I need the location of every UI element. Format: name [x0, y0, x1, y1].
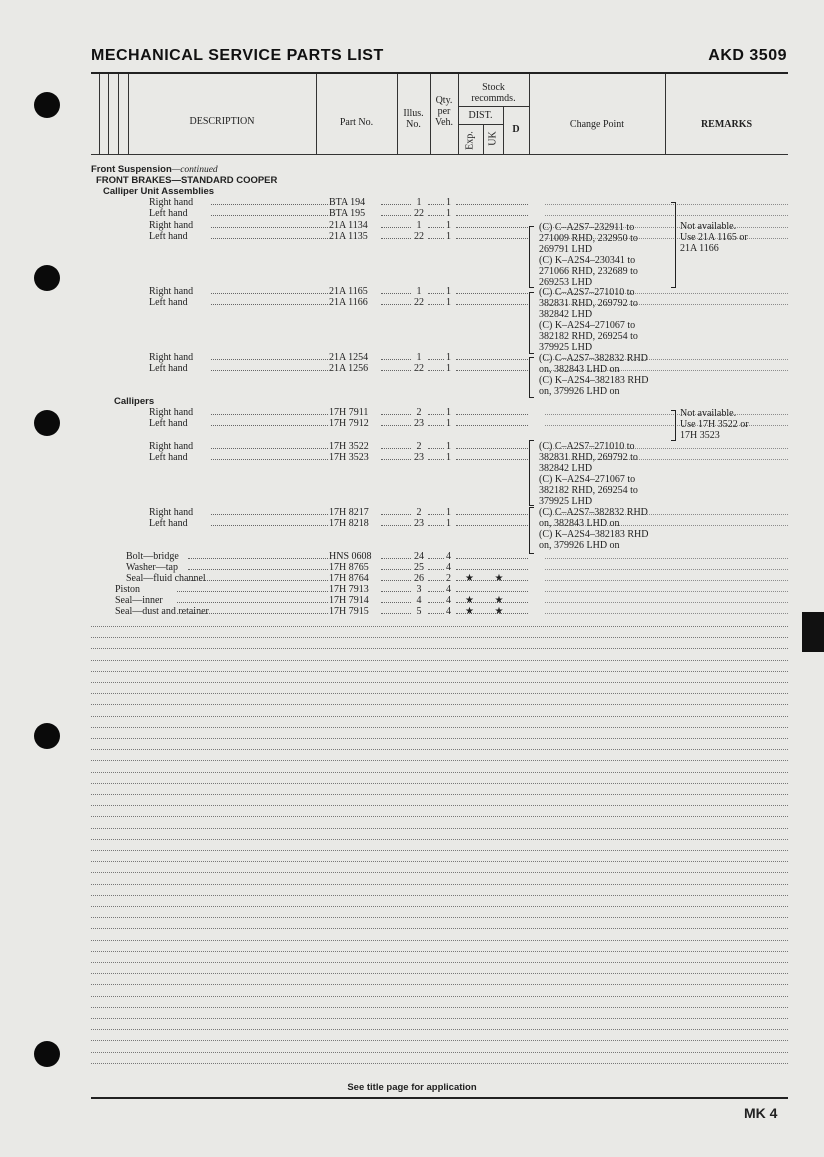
row-part-no: 17H 7912 — [329, 418, 369, 429]
change-point-line: (C) C–A2S7–382832 RHD — [539, 507, 648, 518]
bracket — [529, 292, 534, 354]
row-qty: 1 — [446, 452, 451, 463]
col-exp: Exp. — [464, 131, 476, 150]
row-qty: 2 — [446, 573, 451, 584]
change-point-line: on, 382843 LHD on — [539, 518, 620, 529]
row-illus: 4 — [416, 595, 422, 606]
table-row — [91, 606, 788, 617]
row-illus: 2 — [416, 507, 422, 518]
row-qty: 1 — [446, 231, 451, 242]
row-part-no: 17H 8765 — [329, 562, 369, 573]
row-illus: 22 — [414, 297, 424, 308]
page-code: AKD 3509 — [708, 47, 787, 64]
row-description: Left hand — [149, 418, 188, 429]
remark-line: Not available. — [680, 408, 737, 419]
punch-hole — [34, 92, 60, 118]
change-point-line: on, 379926 LHD on — [539, 386, 620, 397]
row-qty: 4 — [446, 595, 451, 606]
punch-hole — [34, 265, 60, 291]
change-point-line: (C) K–A2S4–271067 to — [539, 474, 636, 485]
ruled-line — [91, 682, 788, 683]
ruled-line — [91, 1007, 788, 1008]
row-qty: 1 — [446, 220, 451, 231]
punch-hole — [34, 410, 60, 436]
ruled-line — [91, 962, 788, 963]
ruled-line — [91, 749, 788, 750]
change-point-line: 269791 LHD — [539, 244, 593, 255]
bracket — [671, 410, 676, 441]
ruled-line — [91, 626, 788, 627]
row-part-no: HNS 0608 — [329, 551, 372, 562]
header-rule — [91, 72, 788, 74]
row-part-no: BTA 194 — [329, 197, 366, 208]
ruled-line — [91, 861, 788, 862]
row-description: Piston — [115, 584, 141, 595]
page-title: MECHANICAL SERVICE PARTS LIST — [91, 47, 384, 64]
change-point-line: 269253 LHD — [539, 277, 593, 288]
change-point-line: on, 382843 LHD on — [539, 364, 620, 375]
row-description: Seal—fluid channel — [126, 573, 206, 584]
remark-line: Not available. — [680, 221, 737, 232]
row-qty: 1 — [446, 441, 451, 452]
change-point-line: 382842 LHD — [539, 463, 593, 474]
row-description: Bolt—bridge — [126, 551, 179, 562]
ruled-line — [91, 637, 788, 638]
ruled-line — [91, 648, 788, 649]
table-row — [91, 363, 788, 374]
ruled-line — [91, 738, 788, 739]
row-qty: 1 — [446, 507, 451, 518]
row-description: Washer—tap — [126, 562, 178, 573]
row-qty: 4 — [446, 551, 451, 562]
ruled-line — [91, 839, 788, 840]
ruled-line — [91, 984, 788, 985]
row-illus: 2 — [416, 441, 422, 452]
punch-hole — [34, 723, 60, 749]
table-row — [91, 197, 788, 208]
row-illus: 24 — [414, 551, 424, 562]
row-illus: 1 — [416, 352, 422, 363]
ruled-line — [91, 704, 788, 705]
table-row — [91, 286, 788, 297]
ruled-line — [91, 951, 788, 952]
ruled-line — [91, 996, 788, 997]
row-part-no: 21A 1254 — [329, 352, 369, 363]
change-point-line: (C) K–A2S4–230341 to — [539, 255, 636, 266]
row-description: Left hand — [149, 231, 188, 242]
row-illus: 22 — [414, 231, 424, 242]
ruled-line — [91, 872, 788, 873]
table-row — [91, 352, 788, 363]
change-point-line: on, 379926 LHD on — [539, 540, 620, 551]
row-illus: 23 — [414, 452, 424, 463]
row-description: Right hand — [149, 407, 194, 418]
row-part-no: 21A 1256 — [329, 363, 369, 374]
ruled-line — [91, 805, 788, 806]
ruled-line — [91, 928, 788, 929]
bracket — [529, 226, 534, 288]
table-row — [91, 562, 788, 573]
change-point-line: 379925 LHD — [539, 496, 593, 507]
row-description: Right hand — [149, 220, 194, 231]
row-qty: 1 — [446, 208, 451, 219]
row-part-no: 21A 1165 — [329, 286, 368, 297]
col-d: D — [512, 124, 520, 135]
remark-line: Use 17H 3522 or — [680, 419, 749, 430]
row-part-no: 21A 1166 — [329, 297, 368, 308]
ruled-line — [91, 716, 788, 717]
change-point-line: 271066 RHD, 232689 to — [539, 266, 638, 277]
row-qty: 4 — [446, 562, 451, 573]
row-description: Left hand — [149, 297, 188, 308]
row-part-no: 17H 3522 — [329, 441, 369, 452]
ruled-line — [91, 828, 788, 829]
ruled-line — [91, 1040, 788, 1041]
row-qty: 1 — [446, 352, 451, 363]
ruled-line — [91, 940, 788, 941]
row-description: Left hand — [149, 363, 188, 374]
row-part-no: BTA 195 — [329, 208, 366, 219]
change-point-line: (C) C–A2S7–271010 to — [539, 287, 635, 298]
section-heading: Callipers — [114, 396, 155, 407]
row-description: Right hand — [149, 352, 194, 363]
row-qty: 1 — [446, 297, 451, 308]
row-illus: 2 — [416, 407, 422, 418]
table-row — [91, 518, 788, 529]
row-illus: 26 — [414, 573, 424, 584]
row-description: Left hand — [149, 452, 188, 463]
change-point-line: 382831 RHD, 269792 to — [539, 452, 638, 463]
section-heading: Calliper Unit Assemblies — [103, 186, 215, 197]
col-uk: UK — [487, 131, 499, 146]
footer-rule — [91, 1097, 788, 1099]
col-part-no: Part No. — [339, 117, 374, 128]
row-illus: 1 — [416, 220, 422, 231]
ruled-line — [91, 973, 788, 974]
change-point-line: 382842 LHD — [539, 309, 593, 320]
row-illus: 5 — [416, 606, 422, 617]
row-part-no: 17H 7915 — [329, 606, 369, 617]
row-part-no: 17H 7914 — [329, 595, 369, 606]
ruled-line — [91, 906, 788, 907]
table-row — [91, 208, 788, 219]
row-description: Right hand — [149, 286, 194, 297]
col-remarks: REMARKS — [700, 119, 753, 130]
ruled-line — [91, 660, 788, 661]
row-illus: 22 — [414, 363, 424, 374]
ruled-line — [91, 1052, 788, 1053]
change-point-line: (C) K–A2S4–382183 RHD — [539, 375, 649, 386]
row-qty: 4 — [446, 606, 451, 617]
ruled-line — [91, 1018, 788, 1019]
row-stock-stars: ★ ★ — [465, 573, 513, 584]
col-description: DESCRIPTION — [189, 116, 255, 127]
section-heading: Front Suspension—continued — [91, 164, 218, 175]
table-row — [91, 584, 788, 595]
table-row — [91, 452, 788, 463]
change-point-line: (C) K–A2S4–382183 RHD — [539, 529, 649, 540]
row-part-no: 17H 7911 — [329, 407, 369, 418]
row-qty: 1 — [446, 407, 451, 418]
change-point-line: (C) C–A2S7–271010 to — [539, 441, 635, 452]
row-description: Right hand — [149, 197, 194, 208]
row-illus: 3 — [416, 584, 422, 595]
ruled-line — [91, 772, 788, 773]
footer-note: See title page for application — [347, 1082, 477, 1093]
table-row — [91, 441, 788, 452]
ruled-line — [91, 884, 788, 885]
punch-hole — [34, 1041, 60, 1067]
row-part-no: 17H 7913 — [329, 584, 369, 595]
row-stock-stars: ★ ★ — [465, 606, 513, 617]
ruled-line — [91, 850, 788, 851]
change-point-line: 379925 LHD — [539, 342, 593, 353]
row-qty: 1 — [446, 363, 451, 374]
change-point-line: 271009 RHD, 232950 to — [539, 233, 638, 244]
ruled-line — [91, 895, 788, 896]
col-illus: Illus. No. — [403, 108, 424, 130]
remark-line: Use 21A 1165 or — [680, 232, 748, 243]
row-illus: 1 — [416, 197, 422, 208]
ruled-line — [91, 794, 788, 795]
ruled-line — [91, 783, 788, 784]
row-description: Left hand — [149, 518, 188, 529]
row-part-no: 21A 1135 — [329, 231, 368, 242]
page-number: MK 4 — [744, 1105, 778, 1121]
row-illus: 22 — [414, 208, 424, 219]
row-qty: 4 — [446, 584, 451, 595]
ruled-line — [91, 1063, 788, 1064]
table-row — [91, 507, 788, 518]
table-row — [91, 551, 788, 562]
row-description: Left hand — [149, 208, 188, 219]
change-point-line: (C) K–A2S4–271067 to — [539, 320, 636, 331]
ruled-line — [91, 816, 788, 817]
row-qty: 1 — [446, 418, 451, 429]
row-qty: 1 — [446, 197, 451, 208]
row-part-no: 17H 8218 — [329, 518, 369, 529]
remark-line: 17H 3523 — [680, 430, 720, 441]
row-part-no: 21A 1134 — [329, 220, 368, 231]
change-point-line: (C) C–A2S7–232911 to — [539, 222, 635, 233]
ruled-line — [91, 917, 788, 918]
ruled-line — [91, 727, 788, 728]
change-point-line: 382182 RHD, 269254 to — [539, 485, 638, 496]
row-part-no: 17H 3523 — [329, 452, 369, 463]
bracket — [671, 202, 676, 288]
row-illus: 1 — [416, 286, 422, 297]
change-point-line: 382831 RHD, 269792 to — [539, 298, 638, 309]
row-qty: 1 — [446, 286, 451, 297]
ruled-line — [91, 760, 788, 761]
table-row — [91, 573, 788, 584]
bracket — [529, 357, 534, 398]
row-qty: 1 — [446, 518, 451, 529]
bracket — [529, 440, 534, 506]
row-stock-stars: ★ ★ — [465, 595, 513, 606]
ruled-line — [91, 1029, 788, 1030]
row-illus: 23 — [414, 518, 424, 529]
section-heading: FRONT BRAKES—STANDARD COOPER — [96, 175, 278, 186]
row-part-no: 17H 8217 — [329, 507, 369, 518]
row-description: Seal—dust and retainer — [115, 606, 209, 617]
table-row — [91, 297, 788, 308]
table-row — [91, 595, 788, 606]
row-illus: 23 — [414, 418, 424, 429]
col-change-point: Change Point — [569, 119, 625, 130]
col-stock: Stock recommds. — [471, 82, 516, 104]
ruled-line — [91, 693, 788, 694]
col-qty: Qty. per Veh. — [434, 95, 454, 128]
change-point-line: 382182 RHD, 269254 to — [539, 331, 638, 342]
row-illus: 25 — [414, 562, 424, 573]
remark-line: 21A 1166 — [680, 243, 719, 254]
row-description: Right hand — [149, 441, 194, 452]
col-dist: DIST. — [468, 110, 493, 121]
row-description: Seal—inner — [115, 595, 163, 606]
ruled-line — [91, 671, 788, 672]
index-tab — [802, 612, 824, 652]
row-description: Right hand — [149, 507, 194, 518]
bracket — [529, 507, 534, 554]
row-part-no: 17H 8764 — [329, 573, 369, 584]
change-point-line: (C) C–A2S7–382832 RHD — [539, 353, 648, 364]
